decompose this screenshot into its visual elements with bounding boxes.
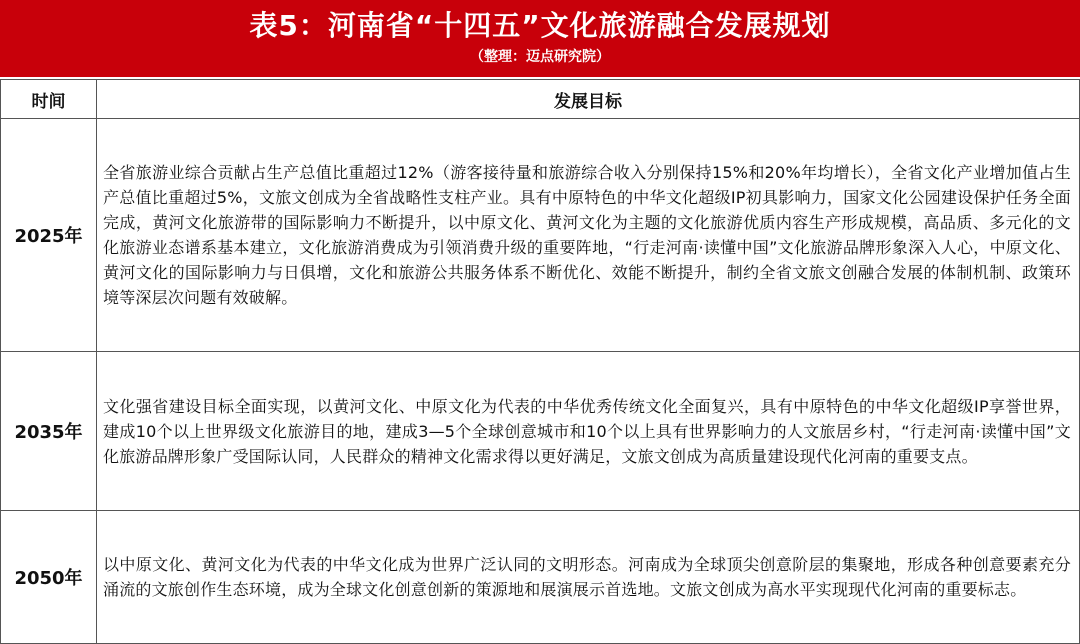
goal-cell: 文化强省建设目标全面实现，以黄河文化、中原文化为代表的中华优秀传统文化全面复兴，具有中原特色的中华文化超级IP享誉世界，建成10个以上世界级文化旅游目的地，建成3—5个全球创意城市和10个以上具有世界影响力的人文旅居乡村，“行走河南·读懂中国”文化旅游品牌形象广受国际认同，人民群众的精神文化需求得以更好满足，文旅文创成为高质量建设现代化河南的重要支点。 [97,352,1080,511]
table-row [1,511,1080,644]
table-row [1,119,1080,352]
year-cell: 2025年 [1,119,97,352]
column-header-row [1,80,1080,119]
source-note: （整理：迈点研究院） [470,49,610,65]
column-header-time: 时间 [1,80,97,119]
year-cell: 2050年 [1,511,97,644]
column-header-goal: 发展目标 [97,80,1080,119]
year-cell: 2035年 [1,352,97,511]
goal-cell: 以中原文化、黄河文化为代表的中华文化成为世界广泛认同的文明形态。河南成为全球顶尖创意阶层的集聚地，形成各种创意要素充分涌流的文旅创作生态环境，成为全球文化创意创新的策源地和展演展示首选地。文旅文创成为高水平实现现代化河南的重要标志。 [97,511,1080,644]
goal-cell: 全省旅游业综合贡献占生产总值比重超过12%（游客接待量和旅游综合收入分别保持15%和20%年均增长），全省文化产业增加值占生产总值比重超过5%，文旅文创成为全省战略性支柱产业。具有中原特色的中华文化超级IP初具影响力，国家文化公园建设保护任务全面完成，黄河文化旅游带的国际影响力不断提升，以中原文化、黄河文化为主题的文化旅游优质内容生产形成规模，高品质、多元化的文化旅游业态谱系基本建立，文化旅游消费成为引领消费升级的重要阵地，“行走河南·读懂中国”文化旅游品牌形象深入人心，中原文化、黄河文化的国际影响力与日俱增，文化和旅游公共服务体系不断优化、效能不断提升，制约全省文旅文创融合发展的体制机制、政策环境等深层次问题有效破解。 [97,119,1080,352]
page-title: 表5：河南省“十四五”文化旅游融合发展规划 [249,9,831,42]
development-plan-table [0,79,1080,644]
table-header-banner [0,0,1080,77]
table-row [1,352,1080,511]
